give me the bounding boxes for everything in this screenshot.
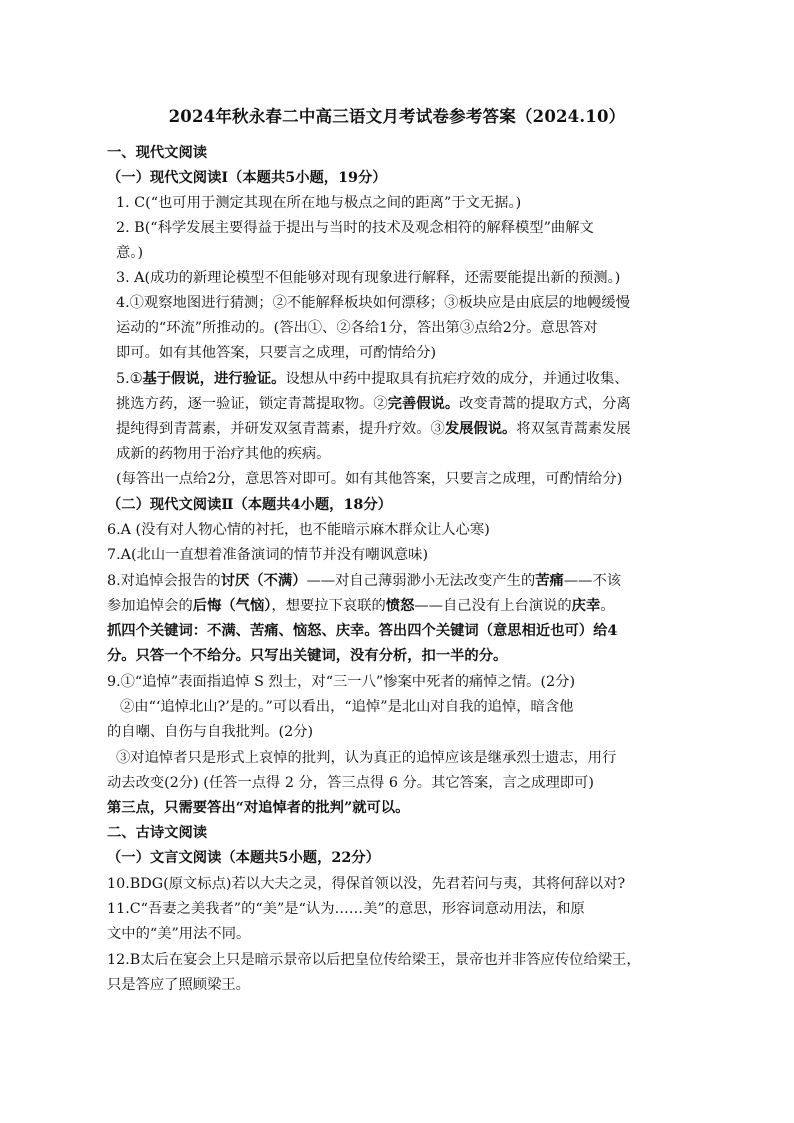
answer-q9-note: 第三点，只需要答出“对追悼者的批判”就可以。 [107,800,410,816]
q5-text-2a: 挑选方药，逐一验证，锁定青蒿提取物。② [116,396,388,412]
q5-text-3b: 将双氢青蒿素发展 [516,421,631,437]
answer-q9-line3: 的自嘲、自伤与自我批判。(2分) [107,724,314,740]
answer-q8-line2 [107,596,615,616]
q8-keyword-relief: 庆幸 [571,598,601,614]
q5-keyword-2: 完善假说。 [387,396,460,412]
q8-text-j: ——自己没有上台演说的 [414,598,572,614]
page-title: 2024年秋永春二中高三语文月考试卷参考答案（2024.10） [168,107,626,126]
answer-q5-line3 [116,419,631,439]
subsection-heading-modern-1: （一）现代文阅读Ⅰ（本题共5小题，19分） [107,170,387,186]
q5-text-3a: 提纯得到青蒿素，并研发双氢青蒿素，提升疗效。③ [116,421,445,437]
answer-q4-line2: 运动的“环流”所推动的。(答出①、②各给1分，答出第③点给2分。意思答对 [116,320,598,336]
answer-q5-line1 [116,369,629,389]
answer-q8-note1: 抓四个关键词：不满、苦痛、恼怒、庆幸。答出四个关键词（意思相近也可）给4 [107,623,618,639]
q8-keyword-regret: 后悔（气恼） [192,598,272,614]
answer-q9-line1: 9.①“追悼”表面指追悼 S 烈士，对“三一八”惨案中死者的痛悼之情。(2分) [107,674,576,690]
answer-q4-line1: 4.①观察地图进行猜测；②不能解释板块如何漂移；③板块应是由底层的地幔缓慢 [116,295,631,311]
answer-q2-line2: 意。) [116,245,144,261]
answer-q9-line5: 动去改变(2分) (任答一点得 2 分，答三点得 6 分。其它答案，言之成理即可) [107,775,594,791]
answer-q5-scoring: (每答出一点给2分，意思答对即可。如有其他答案，只要言之成理，可酌情给分) [116,471,623,487]
answer-q5-line2 [116,394,631,414]
answer-q6: 6.A (没有对人物心情的衬托，也不能暗示麻木群众让人心寒) [107,522,490,538]
answer-q10: 10.BDG(原文标点)若以大夫之灵，得保首领以没，先君若问与夷，其将何辞以对? [107,876,626,892]
q5-text-2b: 改变青蒿的提取方式，分离 [459,396,631,412]
q8-text-c: ——对自己薄弱渺小无法改变产生的 [306,573,536,589]
q8-text-h: ，想要拉下哀联的 [271,598,386,614]
section-heading-modern-reading: 一、现代文阅读 [107,145,208,161]
subsection-heading-classical-1: （一）文言文阅读（本题共5小题，22分） [107,850,380,866]
q5-keyword-1: 基于假说，进行验证。 [142,371,286,387]
answer-q8-line1 [107,571,621,591]
answer-q2-line1: 2. B(“科学发展主要得益于提出与当时的技术及观念相符的解释模型”曲解文 [116,220,594,236]
answer-q1: 1. C(“也可用于测定其现在所在地与极点之间的距离”于文无据。) [116,195,522,211]
answer-q12-line1: 12.B太后在宴会上只是暗示景帝以后把皇位传给梁王，景帝也并非答应传位给梁王， [107,952,641,968]
q8-text-e: ——不该 [563,573,622,589]
q5-keyword-3: 发展假说。 [444,421,517,437]
answer-q7: 7.A(北山一直想着准备演词的情节并没有嘲讽意味) [107,547,429,563]
section-heading-classical-reading: 二、古诗文阅读 [107,825,208,841]
answer-q11-line2: 文中的“美”用法不同。 [107,926,251,942]
subsection-heading-modern-2: （二）现代文阅读Ⅱ（本题共4小题，18分） [107,497,392,513]
answer-q11-line1: 11.C“吾妻之美我者”的“美”是“认为……美”的意思，形容词意动用法，和原 [107,901,585,917]
q8-keyword-pain: 苦痛 [535,573,564,589]
answer-q9-line2: ②由“‘追悼北山?’是的。”可以看出，“追悼”是北山对自我的追悼，暗含他 [120,699,574,715]
q5-number: 5.① [116,371,143,387]
q8-keyword-anger: 愤怒 [385,598,415,614]
answer-q3: 3. A(成功的新理论模型不但能够对现有现象进行解释，还需要能提出新的预测。) [116,270,621,286]
q8-text-a: 8.对追悼会报告的 [107,573,221,589]
answer-q12-line2: 只是答应了照顾梁王。 [107,977,250,993]
answer-q5-line4: 成新的药物用于治疗其他的疾病。 [116,446,331,462]
answer-q4-line3: 即可。如有其他答案，只要言之成理，可酌情给分) [116,345,437,361]
answer-q8-note2: 分。只答一个不给分。只写出关键词，没有分析，扣一半的分。 [107,648,508,664]
q8-text-l: 。 [600,598,615,614]
answer-q9-line4: ③对追悼者只是形式上哀悼的批判，认为真正的追悼应该是继承烈士遗志，用行 [116,750,617,766]
q8-text-f: 参加追悼会的 [107,598,193,614]
q5-text-1: 设想从中药中提取具有抗疟疗效的成分，并通过收集、 [285,371,629,387]
q8-keyword-dislike: 讨厌（不满） [220,573,307,589]
